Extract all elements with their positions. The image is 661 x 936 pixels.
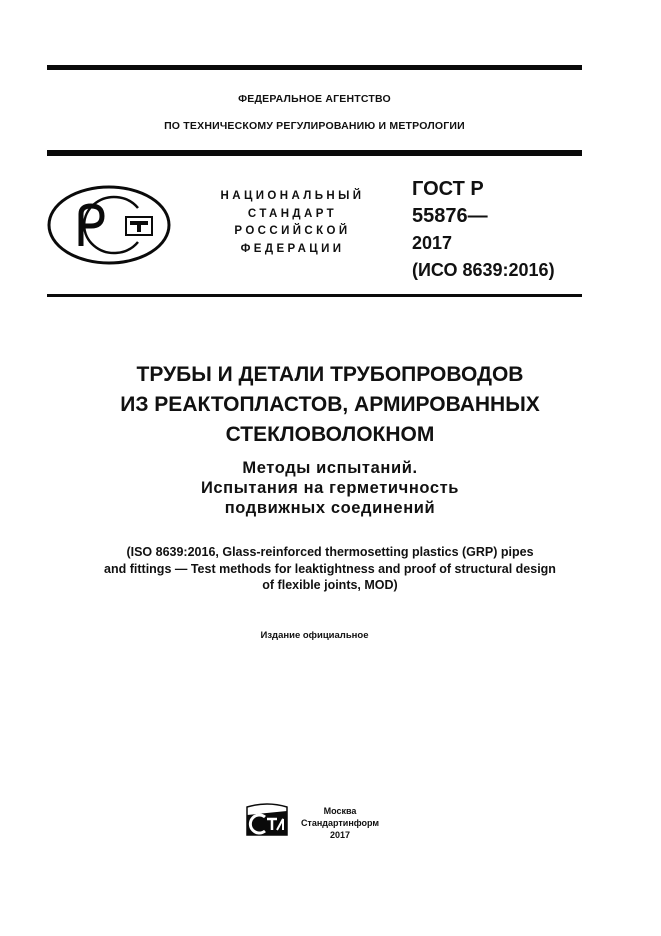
publisher-name: Стандартинформ <box>300 818 380 828</box>
subtitle-line-2: Испытания на герметичность <box>200 479 460 497</box>
designation-year: 2017 <box>412 233 453 253</box>
standard-designation <box>412 176 555 284</box>
subtitle-line-1: Методы испытаний. <box>242 459 418 477</box>
agency-line-1: ФЕДЕРАЛЬНОЕ АГЕНТСТВО <box>238 93 391 105</box>
publisher-info <box>290 805 390 841</box>
document-subtitle <box>60 458 600 518</box>
national-line-3: РОССИЙСКОЙ <box>234 225 351 237</box>
title-line-2: ИЗ РЕАКТОПЛАСТОВ, АРМИРОВАННЫХ <box>120 393 540 416</box>
standard-block-rule <box>47 294 582 297</box>
iso-title <box>60 544 600 594</box>
iso-title-line-2: and fittings — Test methods for leaktightness and proof of structural design <box>104 561 556 576</box>
national-line-2: СТАНДАРТ <box>247 207 338 220</box>
designation-number: 55876— <box>412 205 488 227</box>
top-rule <box>47 65 582 70</box>
national-standard-label <box>195 188 390 258</box>
national-line-1: НАЦИОНАЛЬНЫЙ <box>220 190 365 202</box>
iso-title-line-3: of flexible joints, MOD) <box>262 578 398 592</box>
standartinform-logo-icon <box>245 803 289 837</box>
subtitle-line-3: подвижных соединений <box>224 499 436 517</box>
national-line-4: ФЕДЕРАЦИИ <box>240 242 345 255</box>
iso-title-line-1: (ISO 8639:2016, Glass-reinforced thermosetting plastics (GRP) pipes <box>126 545 534 559</box>
edition-label: Издание официальное <box>260 630 369 641</box>
header-bottom-rule <box>47 150 582 156</box>
designation-iso-reference: (ИСО 8639:2016) <box>412 260 555 280</box>
publisher-year: 2017 <box>329 830 351 840</box>
document-title <box>60 360 600 450</box>
designation-prefix: ГОСТ Р <box>412 178 484 200</box>
publisher-city: Москва <box>323 806 357 816</box>
agency-line-2: ПО ТЕХНИЧЕСКОМУ РЕГУЛИРОВАНИЮ И МЕТРОЛОГИИ <box>164 120 465 132</box>
gost-emblem-icon <box>46 184 172 266</box>
title-line-1: ТРУБЫ И ДЕТАЛИ ТРУБОПРОВОДОВ <box>136 363 524 386</box>
title-line-3: СТЕКЛОВОЛОКНОМ <box>225 423 435 446</box>
